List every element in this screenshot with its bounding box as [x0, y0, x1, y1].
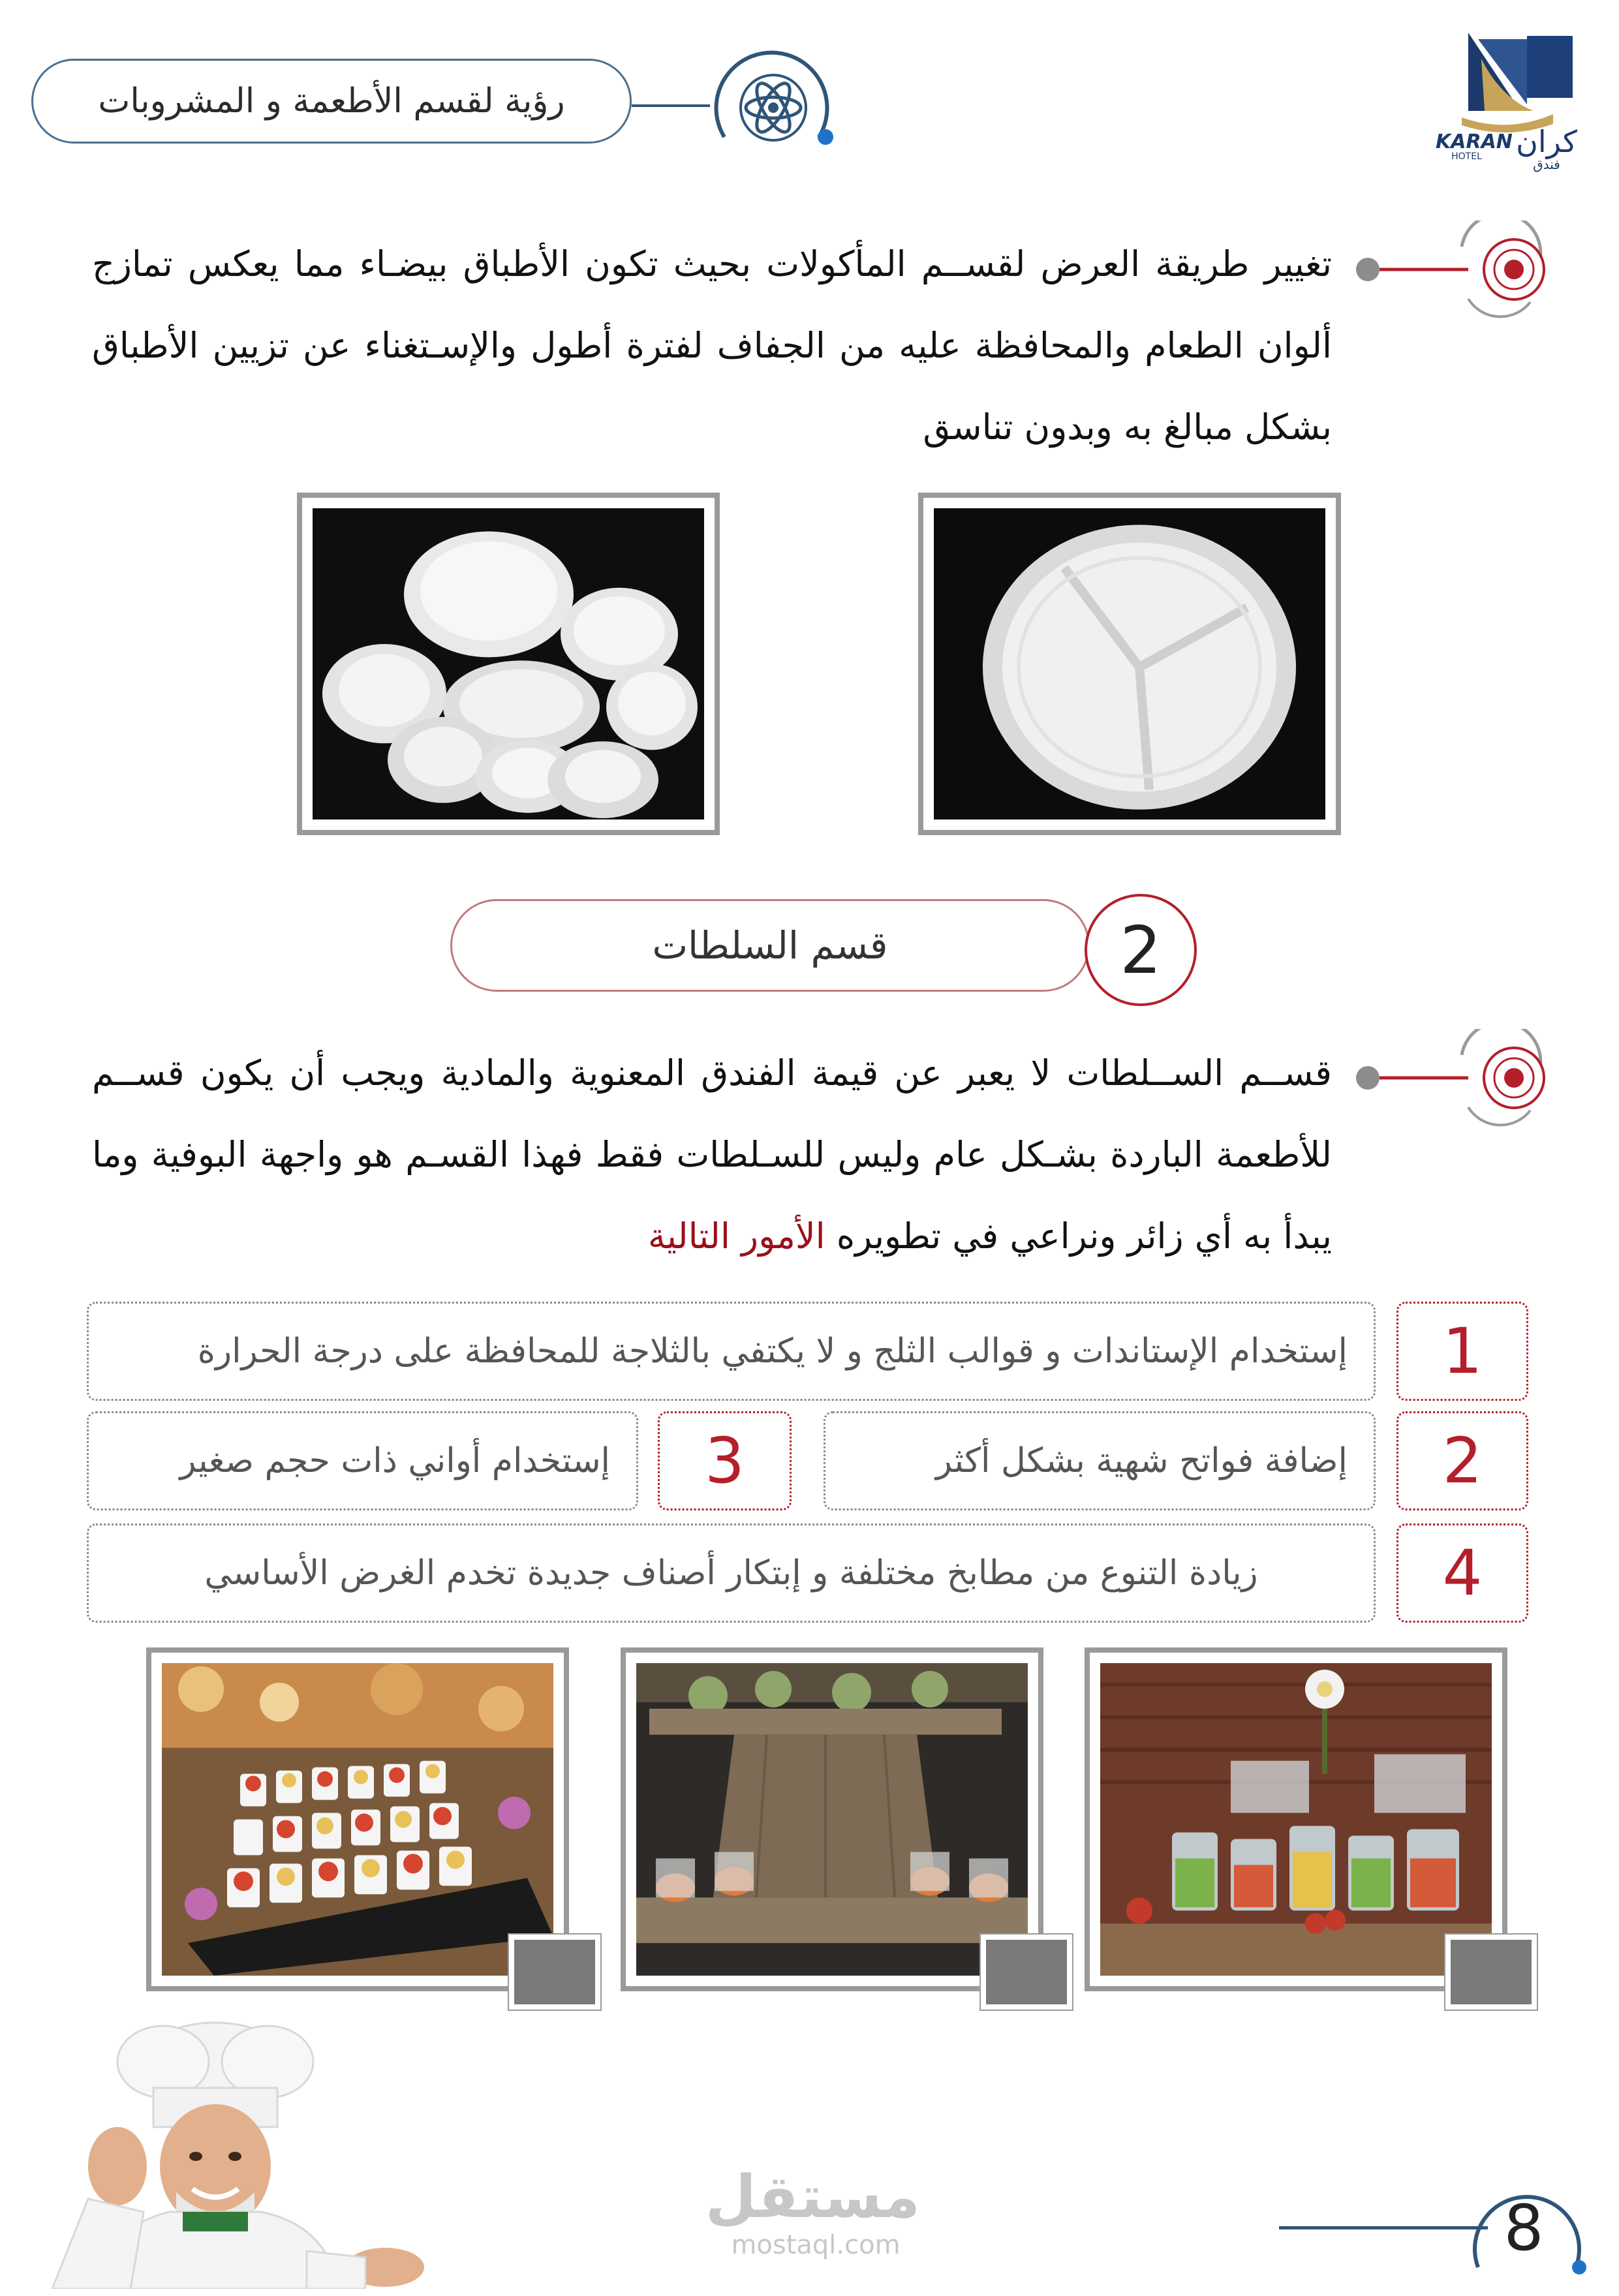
item-text-3: إستخدام أواني ذات حجم صغير [87, 1411, 638, 1510]
section-paragraph-text: قســم الســلطات لا يعبر عن قيمة الفندق المعنوية والمادية ويجب أن يكون قســم للأطعمة الباردة بشـكل عام وليس للسـلطات فقط فهذا القسـم هو واجهة البوفية وما يبدأ به أي زائر ونراعي في تطويره [92, 1052, 1332, 1257]
section-number-badge: 2 [1085, 894, 1197, 1006]
item-text-4: زيادة التنوع من مطابخ مختلفة و إبتكار أصناف جديدة تخدم الغرض الأساسي [87, 1523, 1376, 1623]
divided-plate-image [934, 508, 1325, 819]
photo-frame-tiered-stand [621, 1647, 1043, 1991]
header-connector-line [632, 104, 710, 107]
item-number-4: 4 [1396, 1523, 1528, 1623]
photo-corner-decoration [509, 1935, 600, 2010]
appetizers-image [162, 1663, 553, 1976]
photo-frame-divided-plate [918, 493, 1341, 835]
watermark-latin: mostaql.com [731, 2230, 901, 2260]
target-icon [1351, 221, 1560, 318]
salad-bar-image [1100, 1663, 1492, 1976]
item-text-1: إستخدام الإستاندات و قوالب الثلج و لا يكتفي بالثلاجة للمحافظة على درجة الحرارة [87, 1302, 1376, 1401]
watermark-arabic: مستقل [705, 2163, 920, 2231]
photo-frame-plates-set [297, 493, 720, 835]
page-number: 8 [1503, 2192, 1544, 2265]
page-title: رؤية لقسم الأطعمة و المشروبات [31, 59, 632, 144]
target-icon [1351, 1029, 1560, 1127]
intro-paragraph: تغيير طريقة العرض لقســم المأكولات بحيث تكون الأطباق بيضـاء مما يعكس تمازج ألوان الطعام والمحافظة عليه من الجفاف لفترة أطول والإسـتغناء عن تزيين الأطباق بشكل مبالغ به وبدون تناسق [92, 243, 1332, 448]
logo-latin-text: KARAN [1436, 130, 1513, 153]
section-paragraph [92, 1032, 1332, 1277]
watermark [705, 2163, 920, 2260]
photo-frame-appetizers [146, 1647, 569, 1991]
item-number-3: 3 [658, 1411, 792, 1510]
atom-icon [705, 39, 842, 176]
photo-frame-salad-bar [1085, 1647, 1507, 1991]
logo-sub-arabic-text: فندق [1533, 157, 1560, 172]
photo-corner-decoration [981, 1935, 1072, 2010]
logo-arabic-text: كران [1516, 124, 1577, 159]
section-title: قسم السلطات [450, 899, 1090, 992]
footer-line [1279, 2226, 1488, 2229]
plates-set-image [313, 508, 704, 819]
hotel-logo [1423, 20, 1599, 176]
chef-illustration [0, 2016, 457, 2289]
item-number-1: 1 [1396, 1302, 1528, 1401]
section-paragraph-highlight: الأمور التالية [647, 1216, 825, 1257]
logo-hotel-text: HOTEL [1451, 151, 1482, 162]
item-text-2: إضافة فواتح شهية بشكل أكثر [824, 1411, 1376, 1510]
item-number-2: 2 [1396, 1411, 1528, 1510]
photo-corner-decoration [1445, 1935, 1537, 2010]
tiered-stand-image [636, 1663, 1028, 1976]
